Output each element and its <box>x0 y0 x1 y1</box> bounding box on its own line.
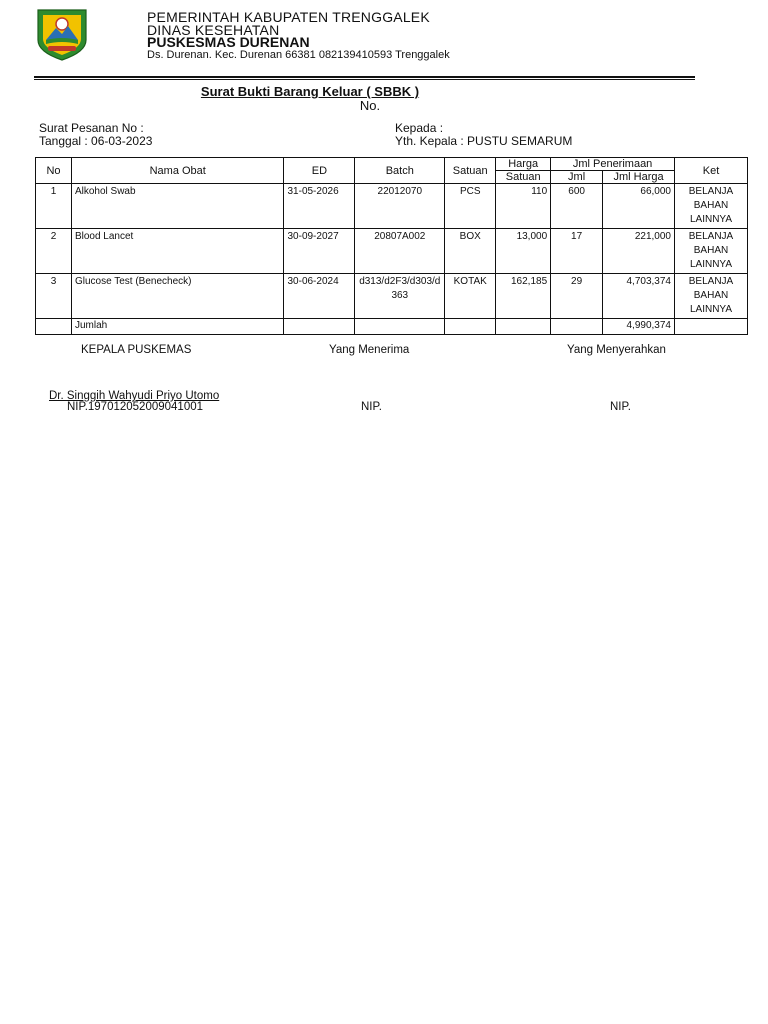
cell-ket: BELANJA BAHAN LAINNYA <box>675 274 748 319</box>
order-info <box>39 122 152 148</box>
signer-head-label: KEPALA PUSKEMAS <box>81 344 192 356</box>
header-satuan: Satuan <box>445 158 496 184</box>
cell-ed: 31-05-2026 <box>284 184 355 229</box>
cell-ed: 30-09-2027 <box>284 229 355 274</box>
total-row <box>36 319 748 335</box>
header-no: No <box>36 158 72 184</box>
deliverer-nip: NIP. <box>610 401 631 413</box>
cell-nama: Blood Lancet <box>71 229 284 274</box>
order-number: Surat Pesanan No : <box>39 121 144 135</box>
cell-no: 2 <box>36 229 72 274</box>
header-ket: Ket <box>675 158 748 184</box>
cell-harga: 13,000 <box>496 229 551 274</box>
order-date: Tanggal : 06-03-2023 <box>39 134 153 148</box>
cell-no: 1 <box>36 184 72 229</box>
recipient-info <box>395 122 572 148</box>
header-batch: Batch <box>355 158 445 184</box>
cell-satuan: KOTAK <box>445 274 496 319</box>
letterhead-divider <box>34 76 695 78</box>
letterhead <box>147 11 450 61</box>
document-number: No. <box>359 98 381 113</box>
institution-address: Ds. Durenan. Kec. Durenan 66381 082139410593 Trenggalek <box>147 48 450 61</box>
cell-satuan: BOX <box>445 229 496 274</box>
cell-harga: 110 <box>496 184 551 229</box>
cell-no: 3 <box>36 274 72 319</box>
table-row <box>36 274 748 319</box>
header-jml-harga: Jml Harga <box>603 171 675 184</box>
header-jml-penerimaan: Jml Penerimaan <box>551 158 675 171</box>
cell-jml: 600 <box>551 184 603 229</box>
cell-ed: 30-06-2024 <box>284 274 355 319</box>
cell-jml: 29 <box>551 274 603 319</box>
total-value: 4,990,374 <box>603 319 675 335</box>
cell-jml-harga: 221,000 <box>603 229 675 274</box>
cell-ket: BELANJA BAHAN LAINNYA <box>675 229 748 274</box>
cell-jml-harga: 66,000 <box>603 184 675 229</box>
kabupaten-trenggalek-emblem <box>34 6 90 62</box>
header-nama-obat: Nama Obat <box>71 158 284 184</box>
table-row <box>36 184 748 229</box>
header-ed: ED <box>284 158 355 184</box>
total-label: Jumlah <box>71 319 284 335</box>
receiver-label: Yang Menerima <box>329 344 410 356</box>
government-name: PEMERINTAH KABUPATEN TRENGGALEK <box>147 9 430 25</box>
signer-head-nip: NIP.197012052009041001 <box>67 401 204 413</box>
cell-nama: Alkohol Swab <box>71 184 284 229</box>
cell-batch: 20807A002 <box>355 229 445 274</box>
department-name: DINAS KESEHATAN <box>147 21 280 38</box>
items-table <box>35 157 748 335</box>
deliverer-label: Yang Menyerahkan <box>567 344 666 356</box>
header-harga-satuan: Satuan <box>496 171 551 184</box>
institution-name: PUSKESMAS DURENAN <box>147 34 310 50</box>
receiver-nip: NIP. <box>361 401 382 413</box>
cell-batch: 22012070 <box>355 184 445 229</box>
header-harga: Harga <box>496 158 551 171</box>
cell-batch: d313/d2F3/d303/d363 <box>355 274 445 319</box>
cell-satuan: PCS <box>445 184 496 229</box>
cell-jml-harga: 4,703,374 <box>603 274 675 319</box>
cell-harga: 162,185 <box>496 274 551 319</box>
recipient-label: Kepada : <box>395 121 444 135</box>
cell-jml: 17 <box>551 229 603 274</box>
cell-ket: BELANJA BAHAN LAINNYA <box>675 184 748 229</box>
header-jml: Jml <box>551 171 603 184</box>
letterhead-divider-thin <box>34 79 695 80</box>
table-row <box>36 229 748 274</box>
recipient-name: Yth. Kepala : PUSTU SEMARUM <box>395 134 573 148</box>
cell-nama: Glucose Test (Benecheck) <box>71 274 284 319</box>
signer-head-name: Dr. Singgih Wahyudi Priyo Utomo <box>49 390 220 402</box>
document-title: Surat Bukti Barang Keluar ( SBBK ) <box>200 84 420 99</box>
